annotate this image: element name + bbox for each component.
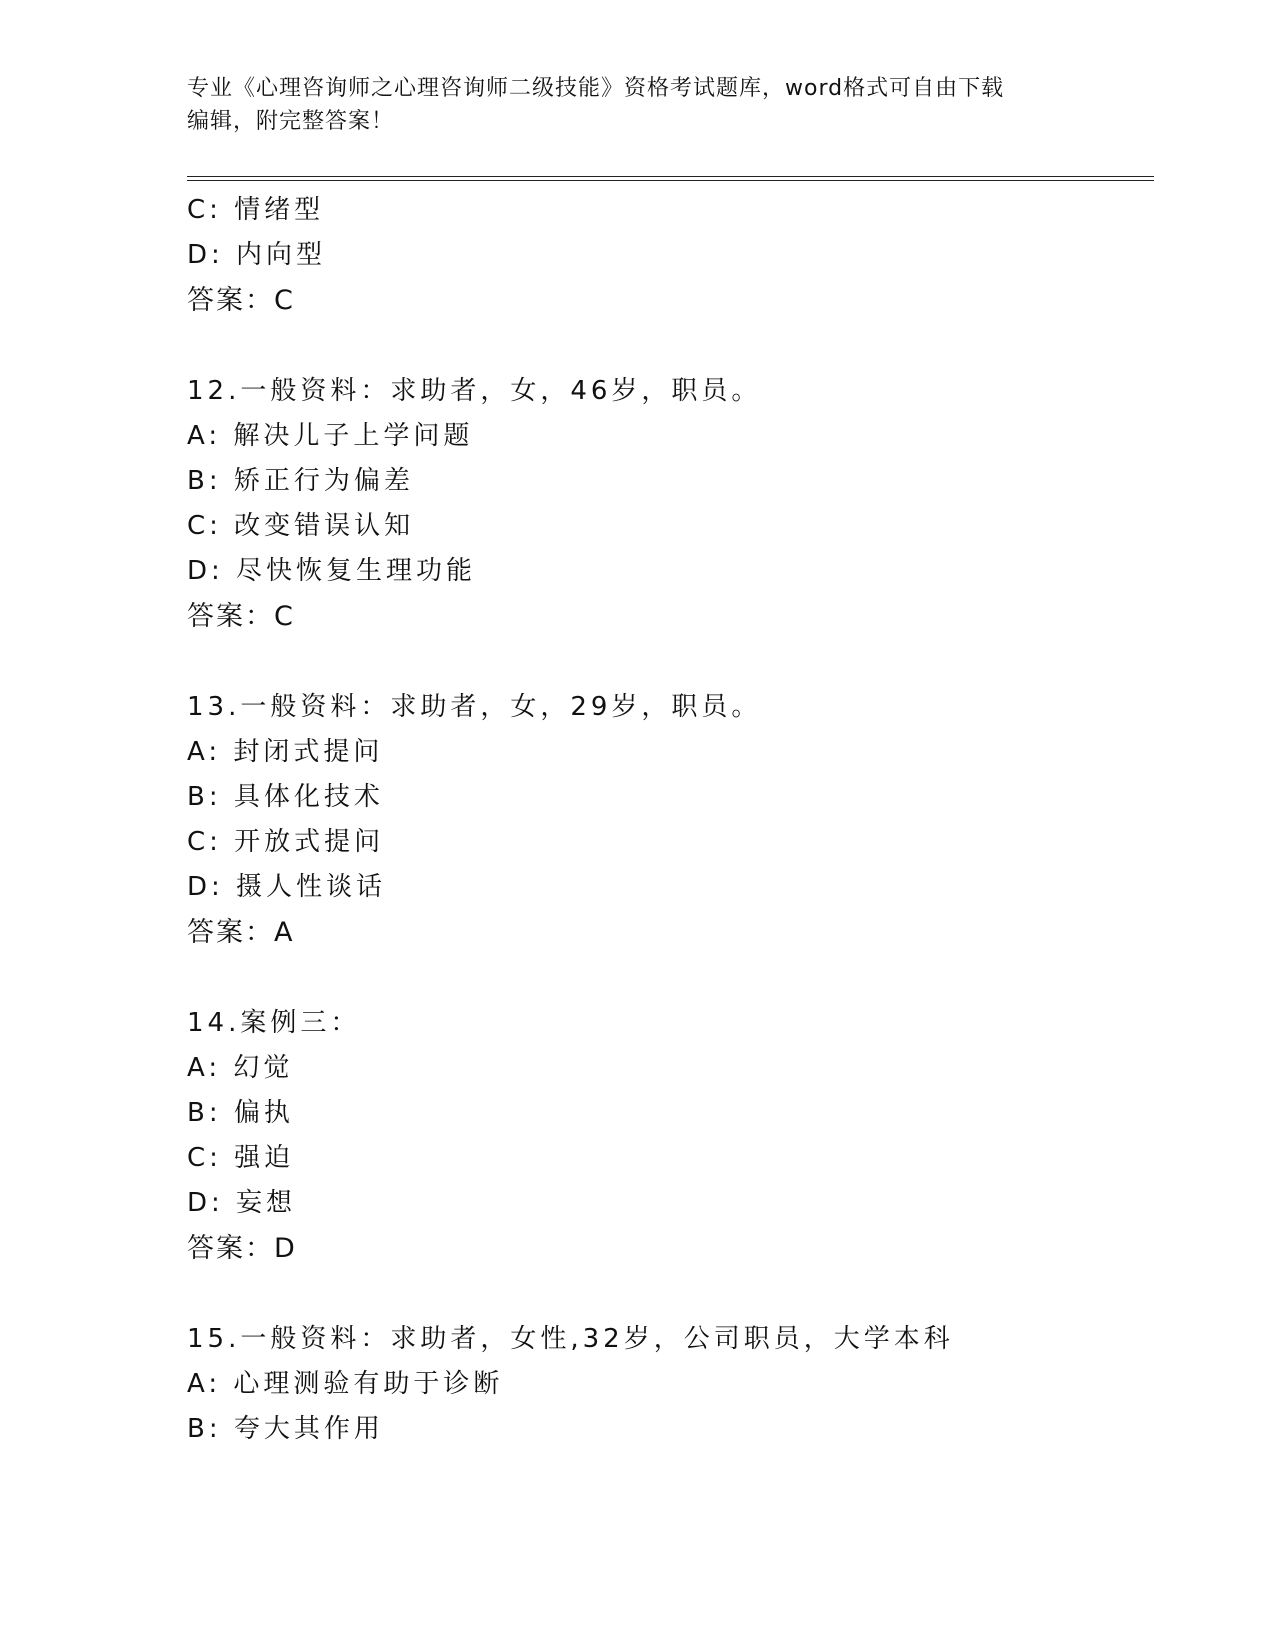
option-c: C: 强迫 — [187, 1143, 295, 1173]
question-stem: 12.一般资料：求助者，女，46岁，职员。 — [187, 376, 762, 406]
answer-line: 答案：A — [187, 917, 295, 948]
option-d: D: 内向型 — [187, 240, 327, 270]
option-b: B: 偏执 — [187, 1098, 294, 1128]
header-line-1: 专业《心理咨询师之心理咨询师二级技能》资格考试题库，word格式可自由下载 — [187, 76, 1005, 101]
answer-line: 答案：C — [187, 601, 295, 632]
header-divider — [187, 176, 1154, 181]
option-a: A: 封闭式提问 — [187, 737, 384, 767]
question-stem: 15.一般资料：求助者，女性,32岁，公司职员，大学本科 — [187, 1324, 954, 1354]
question-stem: 13.一般资料：求助者，女，29岁，职员。 — [187, 692, 762, 722]
option-b: B: 具体化技术 — [187, 782, 384, 812]
header-line-2: 编辑，附完整答案！ — [187, 109, 395, 134]
option-b: B: 夸大其作用 — [187, 1414, 384, 1444]
option-d: D: 尽快恢复生理功能 — [187, 556, 477, 586]
answer-line: 答案：C — [187, 285, 295, 316]
question-list — [187, 188, 1147, 1452]
option-b: B: 矫正行为偏差 — [187, 466, 414, 496]
document-header — [187, 72, 1087, 138]
option-a: A: 心理测验有助于诊断 — [187, 1369, 504, 1399]
answer-line: 答案：D — [187, 1233, 297, 1264]
question-stem: 14.案例三： — [187, 1008, 361, 1038]
option-d: D: 妄想 — [187, 1188, 297, 1218]
option-c: C: 改变错误认知 — [187, 511, 415, 541]
option-d: D: 摄人性谈话 — [187, 872, 387, 902]
option-c: C: 情绪型 — [187, 195, 325, 225]
option-a: A: 解决儿子上学问题 — [187, 421, 474, 451]
option-c: C: 开放式提问 — [187, 827, 385, 857]
option-a: A: 幻觉 — [187, 1053, 294, 1083]
